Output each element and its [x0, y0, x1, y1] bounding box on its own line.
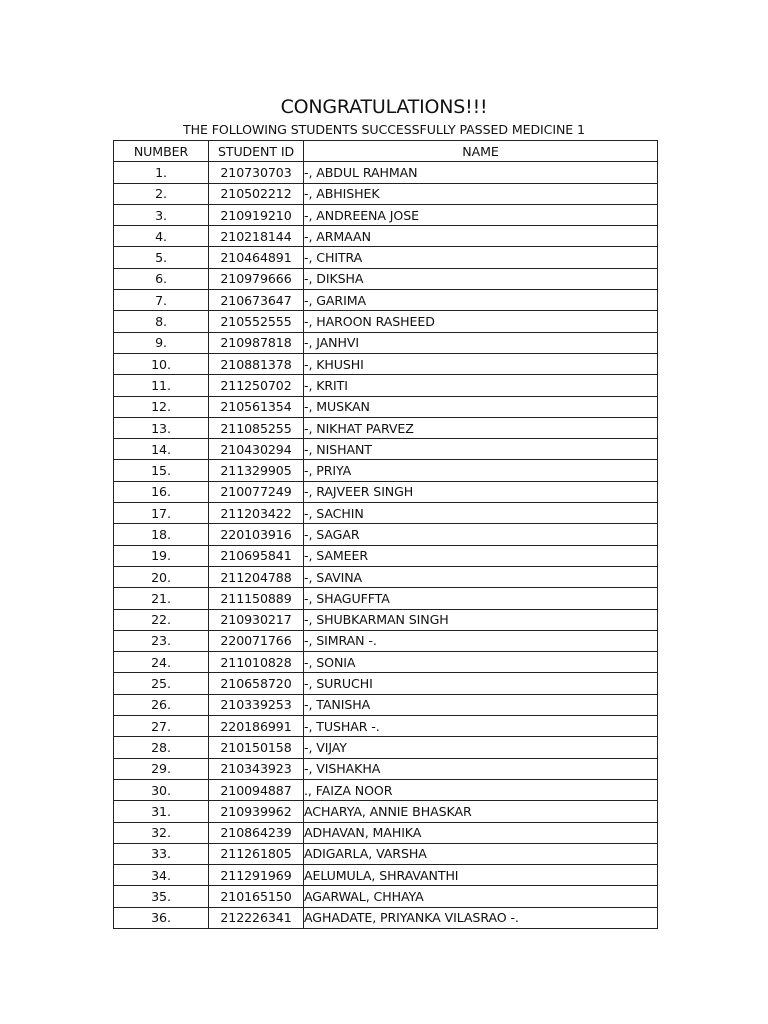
page-subtitle: THE FOLLOWING STUDENTS SUCCESSFULLY PASSED MEDICINE 1	[183, 122, 585, 137]
student-id-cell: 210864239	[209, 822, 304, 843]
student-id-cell: 210430294	[209, 439, 304, 460]
table-body	[114, 162, 658, 929]
table-row	[114, 843, 658, 864]
table-row	[114, 247, 658, 268]
student-name-cell: ADIGARLA, VARSHA	[304, 843, 658, 864]
row-number-cell: 16.	[114, 481, 209, 502]
row-number-cell: 4.	[114, 226, 209, 247]
student-id-cell: 210150158	[209, 737, 304, 758]
row-number-cell: 14.	[114, 439, 209, 460]
table-row	[114, 907, 658, 928]
table-row	[114, 779, 658, 800]
table-row	[114, 481, 658, 502]
student-id-cell: 210730703	[209, 162, 304, 183]
row-number-cell: 32.	[114, 822, 209, 843]
student-id-cell: 210930217	[209, 609, 304, 630]
row-number-cell: 31.	[114, 801, 209, 822]
row-number-cell: 25.	[114, 673, 209, 694]
student-id-cell: 210658720	[209, 673, 304, 694]
student-name-cell: -, MUSKAN	[304, 396, 658, 417]
table-row	[114, 801, 658, 822]
student-name-cell: -, JANHVI	[304, 332, 658, 353]
student-id-cell: 210979666	[209, 268, 304, 289]
student-id-cell: 210881378	[209, 353, 304, 374]
student-id-cell: 210464891	[209, 247, 304, 268]
student-name-cell: -, ABDUL RAHMAN	[304, 162, 658, 183]
student-name-cell: -, RAJVEER SINGH	[304, 481, 658, 502]
row-number-cell: 20.	[114, 566, 209, 587]
table-row	[114, 332, 658, 353]
table-header	[114, 141, 658, 162]
results-table	[113, 140, 658, 929]
student-name-cell: ., FAIZA NOOR	[304, 779, 658, 800]
table-row	[114, 375, 658, 396]
column-header-name: NAME	[304, 141, 658, 162]
row-number-cell: 34.	[114, 865, 209, 886]
table-row	[114, 311, 658, 332]
table-row	[114, 630, 658, 651]
table-row	[114, 162, 658, 183]
table-row	[114, 204, 658, 225]
student-name-cell: AGHADATE, PRIYANKA VILASRAO -.	[304, 907, 658, 928]
student-name-cell: -, SIMRAN -.	[304, 630, 658, 651]
table-row	[114, 183, 658, 204]
table-row	[114, 694, 658, 715]
table-row	[114, 396, 658, 417]
table-row	[114, 545, 658, 566]
student-id-cell: 210218144	[209, 226, 304, 247]
student-name-cell: -, NISHANT	[304, 439, 658, 460]
table-row	[114, 268, 658, 289]
row-number-cell: 29.	[114, 758, 209, 779]
student-name-cell: -, GARIMA	[304, 290, 658, 311]
student-name-cell: -, SAVINA	[304, 566, 658, 587]
row-number-cell: 2.	[114, 183, 209, 204]
row-number-cell: 30.	[114, 779, 209, 800]
table-row	[114, 822, 658, 843]
header-row	[114, 141, 658, 162]
student-name-cell: ACHARYA, ANNIE BHASKAR	[304, 801, 658, 822]
row-number-cell: 26.	[114, 694, 209, 715]
student-name-cell: -, PRIYA	[304, 460, 658, 481]
row-number-cell: 8.	[114, 311, 209, 332]
row-number-cell: 11.	[114, 375, 209, 396]
column-header-number: NUMBER	[114, 141, 209, 162]
student-name-cell: -, HAROON RASHEED	[304, 311, 658, 332]
row-number-cell: 3.	[114, 204, 209, 225]
row-number-cell: 27.	[114, 716, 209, 737]
student-name-cell: -, ARMAAN	[304, 226, 658, 247]
table-row	[114, 716, 658, 737]
student-id-cell: 210561354	[209, 396, 304, 417]
student-name-cell: -, TUSHAR -.	[304, 716, 658, 737]
student-name-cell: AGARWAL, CHHAYA	[304, 886, 658, 907]
student-name-cell: -, VIJAY	[304, 737, 658, 758]
student-id-cell: 211261805	[209, 843, 304, 864]
row-number-cell: 23.	[114, 630, 209, 651]
student-name-cell: -, VISHAKHA	[304, 758, 658, 779]
student-name-cell: -, ABHISHEK	[304, 183, 658, 204]
table-row	[114, 737, 658, 758]
student-name-cell: -, SHUBKARMAN SINGH	[304, 609, 658, 630]
row-number-cell: 24.	[114, 652, 209, 673]
student-id-cell: 211085255	[209, 417, 304, 438]
row-number-cell: 36.	[114, 907, 209, 928]
row-number-cell: 18.	[114, 524, 209, 545]
student-id-cell: 220103916	[209, 524, 304, 545]
student-name-cell: -, KRITI	[304, 375, 658, 396]
student-id-cell: 210165150	[209, 886, 304, 907]
student-name-cell: -, ANDREENA JOSE	[304, 204, 658, 225]
student-name-cell: -, CHITRA	[304, 247, 658, 268]
student-id-cell: 210339253	[209, 694, 304, 715]
row-number-cell: 33.	[114, 843, 209, 864]
row-number-cell: 7.	[114, 290, 209, 311]
row-number-cell: 28.	[114, 737, 209, 758]
student-id-cell: 220186991	[209, 716, 304, 737]
row-number-cell: 35.	[114, 886, 209, 907]
student-name-cell: -, SACHIN	[304, 503, 658, 524]
student-id-cell: 220071766	[209, 630, 304, 651]
student-name-cell: -, SAGAR	[304, 524, 658, 545]
student-id-cell: 210343923	[209, 758, 304, 779]
student-id-cell: 211204788	[209, 566, 304, 587]
table-row	[114, 503, 658, 524]
student-id-cell: 211150889	[209, 588, 304, 609]
student-name-cell: -, TANISHA	[304, 694, 658, 715]
table-row	[114, 353, 658, 374]
student-id-cell: 210695841	[209, 545, 304, 566]
student-name-cell: ADHAVAN, MAHIKA	[304, 822, 658, 843]
row-number-cell: 6.	[114, 268, 209, 289]
student-name-cell: -, SHAGUFFTA	[304, 588, 658, 609]
student-id-cell: 210552555	[209, 311, 304, 332]
row-number-cell: 1.	[114, 162, 209, 183]
student-id-cell: 211291969	[209, 865, 304, 886]
student-id-cell: 210502212	[209, 183, 304, 204]
row-number-cell: 15.	[114, 460, 209, 481]
student-name-cell: AELUMULA, SHRAVANTHI	[304, 865, 658, 886]
table-row	[114, 417, 658, 438]
table-row	[114, 439, 658, 460]
row-number-cell: 9.	[114, 332, 209, 353]
page-title: CONGRATULATIONS!!!	[280, 96, 488, 118]
row-number-cell: 12.	[114, 396, 209, 417]
row-number-cell: 10.	[114, 353, 209, 374]
table-row	[114, 460, 658, 481]
table-row	[114, 290, 658, 311]
table-row	[114, 865, 658, 886]
student-id-cell: 211010828	[209, 652, 304, 673]
row-number-cell: 17.	[114, 503, 209, 524]
student-name-cell: -, KHUSHI	[304, 353, 658, 374]
student-name-cell: -, SAMEER	[304, 545, 658, 566]
table-row	[114, 226, 658, 247]
student-id-cell: 210094887	[209, 779, 304, 800]
student-id-cell: 211329905	[209, 460, 304, 481]
student-name-cell: -, SURUCHI	[304, 673, 658, 694]
table-row	[114, 886, 658, 907]
student-id-cell: 210077249	[209, 481, 304, 502]
table-row	[114, 524, 658, 545]
student-id-cell: 210919210	[209, 204, 304, 225]
student-id-cell: 210673647	[209, 290, 304, 311]
table-row	[114, 673, 658, 694]
student-name-cell: -, SONIA	[304, 652, 658, 673]
student-id-cell: 211250702	[209, 375, 304, 396]
student-id-cell: 210987818	[209, 332, 304, 353]
row-number-cell: 22.	[114, 609, 209, 630]
table-row	[114, 609, 658, 630]
table-row	[114, 588, 658, 609]
student-name-cell: -, NIKHAT PARVEZ	[304, 417, 658, 438]
column-header-student-id: STUDENT ID	[209, 141, 304, 162]
row-number-cell: 19.	[114, 545, 209, 566]
table-row	[114, 566, 658, 587]
student-id-cell: 211203422	[209, 503, 304, 524]
student-id-cell: 210939962	[209, 801, 304, 822]
student-id-cell: 212226341	[209, 907, 304, 928]
row-number-cell: 13.	[114, 417, 209, 438]
row-number-cell: 21.	[114, 588, 209, 609]
table-row	[114, 652, 658, 673]
table-row	[114, 758, 658, 779]
student-name-cell: -, DIKSHA	[304, 268, 658, 289]
row-number-cell: 5.	[114, 247, 209, 268]
